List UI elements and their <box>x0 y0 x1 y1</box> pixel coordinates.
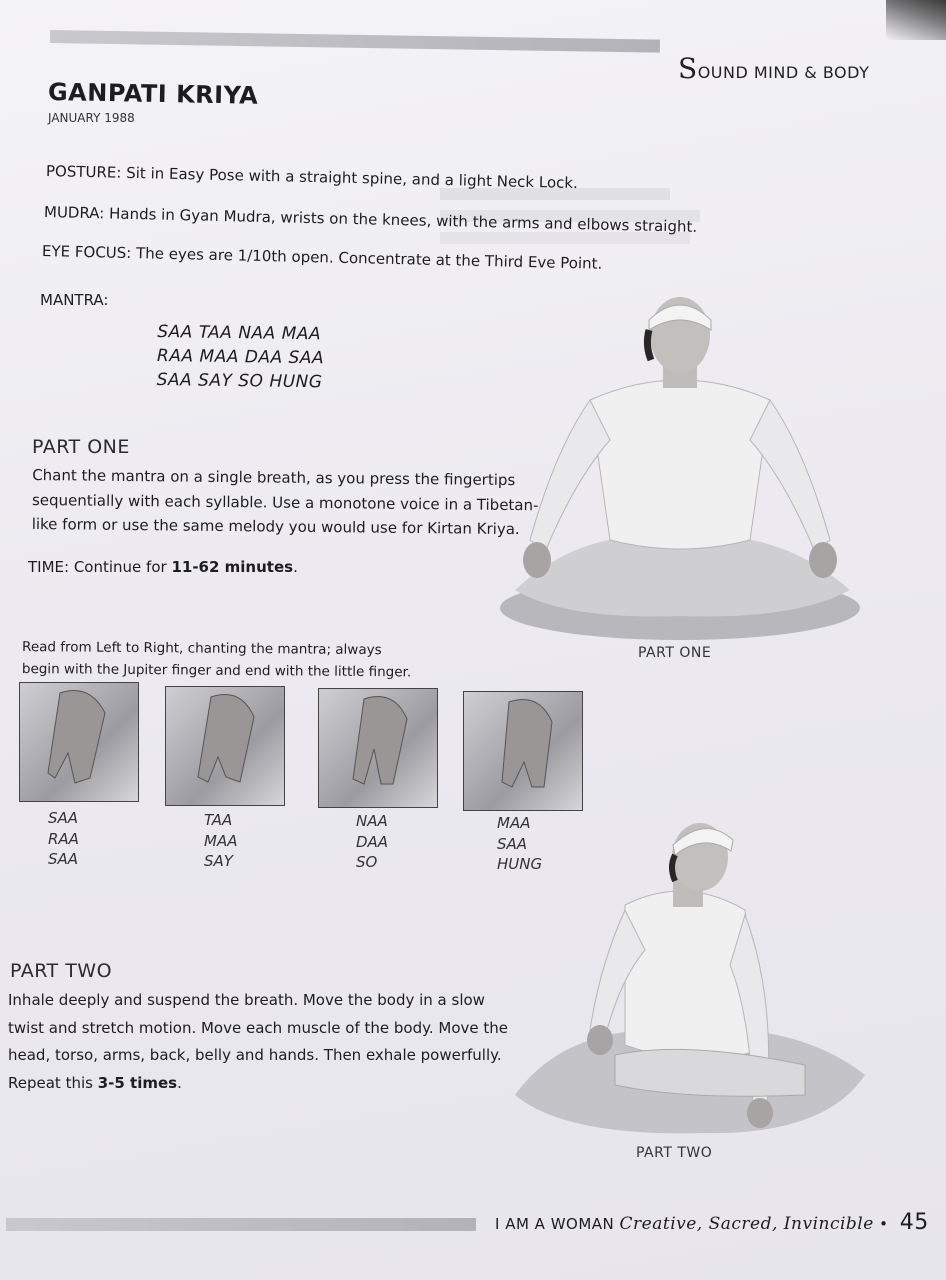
part-one-heading: PART ONE <box>32 436 130 458</box>
syllables-column-2 <box>204 810 237 872</box>
repeat-text: Repeat this <box>8 1073 98 1092</box>
mudra-text: : Hands in Gyan Mudra, wrists on the knees, with the arms and elbows straight. <box>99 204 698 236</box>
syllable: SAA <box>48 809 79 827</box>
syllable: NAA <box>356 812 388 830</box>
reading-note-line: begin with the Jupiter finger and end with the little finger. <box>21 660 412 681</box>
syllables-column-1 <box>48 808 79 870</box>
date-line: JANUARY 1988 <box>48 111 135 125</box>
reading-note-line: Read from Left to Right, chanting the mantra; always <box>22 639 382 659</box>
page-corner-shadow <box>886 0 946 40</box>
posture-line <box>46 162 578 192</box>
posture-text: : Sit in Easy Pose with a straight spine, and a light Neck Lock. <box>116 163 579 193</box>
syllable: SAY <box>204 852 233 870</box>
eye-focus-label: EYE FOCUS <box>41 242 127 262</box>
part-one-body <box>32 463 539 542</box>
part-one-line: Chant the mantra on a single breath, as you press the fingertips <box>32 466 516 490</box>
time-value: 11-62 minutes <box>171 558 294 576</box>
mudra-photo-sun <box>318 688 438 808</box>
syllable: SO <box>356 853 378 871</box>
part-one-line: sequentially with each syllable. Use a monotone voice in a Tibetan- <box>31 490 539 514</box>
footer-subtitle: Creative, Sacred, Invincible <box>619 1214 874 1234</box>
repeat-value: 3-5 times <box>97 1073 178 1092</box>
mudra-label: MUDRA <box>43 203 100 223</box>
part-two-photo <box>505 815 875 1145</box>
posture-label: POSTURE <box>45 162 117 182</box>
mantra-line: SAA SAY SO HUNG <box>156 369 323 393</box>
syllable: DAA <box>356 832 389 851</box>
syllable: HUNG <box>497 855 543 873</box>
time-label: TIME <box>28 558 65 576</box>
part-two-caption: PART TWO <box>636 1145 713 1161</box>
mantra-line: SAA TAA NAA MAA <box>157 322 322 345</box>
eye-focus-text: : The eyes are 1/10th open. Concentrate at the Third Eve Point. <box>126 243 603 273</box>
syllable: TAA <box>204 811 233 829</box>
part-one-photo <box>495 290 865 650</box>
mantra-line: RAA MAA DAA SAA <box>156 346 325 369</box>
section-header-initial: S <box>678 52 698 85</box>
mantra-label: MANTRA: <box>40 291 109 309</box>
page-number: 45 <box>899 1210 929 1235</box>
page-title: GANPATI KRIYA <box>47 78 259 110</box>
syllable: SAA <box>497 834 528 853</box>
part-two-body <box>8 987 508 1097</box>
mudra-photo-jupiter <box>19 682 139 802</box>
time-end: . <box>293 558 298 576</box>
part-two-line: twist and stretch motion. Move each muscle of the body. Move the <box>8 1018 508 1037</box>
time-text: : Continue for <box>64 558 172 576</box>
part-two-line: head, torso, arms, back, belly and hands. Then exhale powerfully. <box>8 1046 502 1064</box>
footer-book-title: I AM A WOMAN <box>495 1215 615 1233</box>
part-one-line: like form or use the same melody you would use for Kirtan Kriya. <box>31 514 520 539</box>
syllable: MAA <box>204 831 238 850</box>
part-two-heading: PART TWO <box>10 960 113 982</box>
syllable: MAA <box>497 814 531 832</box>
reading-note <box>22 636 412 683</box>
syllables-column-3 <box>356 811 388 873</box>
mudra-photo-saturn <box>165 686 285 806</box>
repeat-line <box>8 1070 508 1098</box>
mantra-block <box>156 320 324 394</box>
footer-bullet: • <box>879 1215 889 1233</box>
footer <box>495 1210 929 1235</box>
part-two-line: Inhale deeply and suspend the breath. Move the body in a slow <box>8 991 485 1009</box>
mudra-photo-mercury <box>463 691 583 811</box>
syllable: RAA <box>48 829 79 848</box>
top-decorative-bar <box>50 30 660 53</box>
section-header <box>678 52 869 85</box>
part-one-caption: PART ONE <box>638 645 712 661</box>
syllable: SAA <box>48 850 79 868</box>
section-header-rest: OUND MIND & BODY <box>697 63 870 82</box>
repeat-end: . <box>177 1073 182 1092</box>
time-line <box>28 555 298 580</box>
bottom-decorative-bar <box>6 1218 476 1231</box>
